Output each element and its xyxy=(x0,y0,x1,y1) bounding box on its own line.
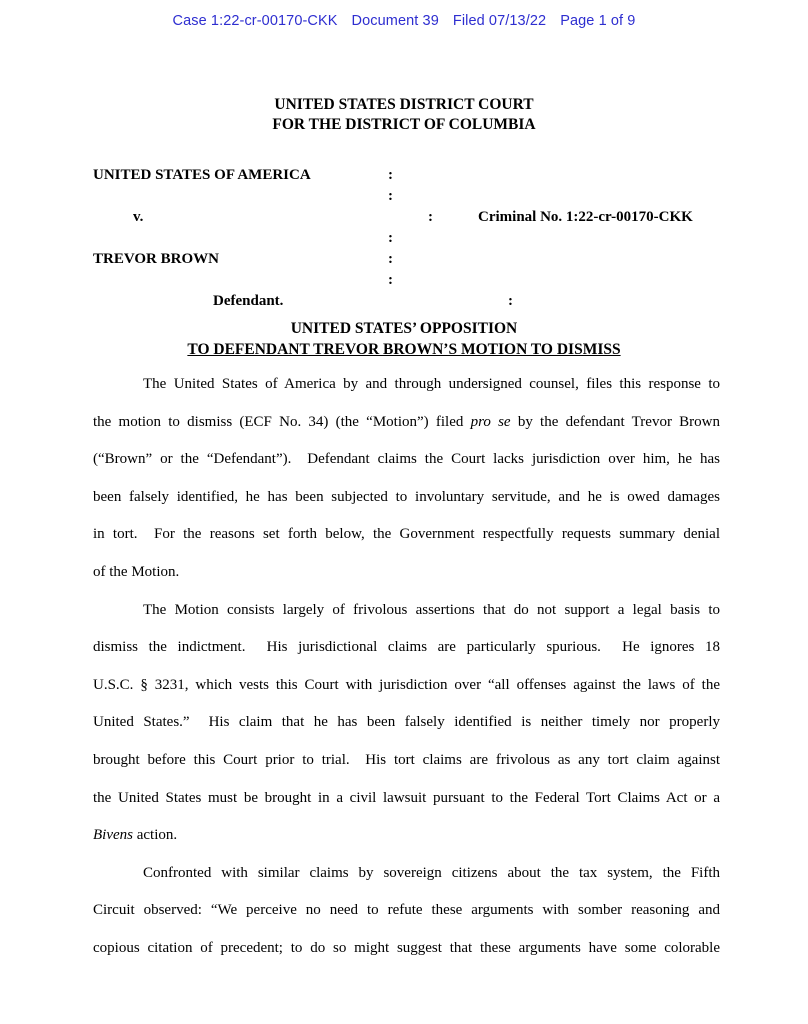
caption-row xyxy=(93,207,720,228)
document-title xyxy=(0,318,808,360)
caption-right-cell xyxy=(394,249,720,270)
text-segment: by the defendant Trevor Brown xyxy=(510,413,720,430)
caption-left-cell xyxy=(93,270,388,291)
caption-right-cell xyxy=(394,186,720,207)
body-line xyxy=(93,667,720,705)
caption-left-cell: v. xyxy=(133,209,144,225)
text-segment: brought before this Court prior to trial. His tort claims are frivolous as any tort claim against xyxy=(93,751,720,768)
caption-separator: : xyxy=(388,167,393,183)
body-line xyxy=(93,366,720,404)
text-segment: of the Motion. xyxy=(93,563,180,580)
caption-separator: : xyxy=(388,272,393,288)
caption-left-cell xyxy=(93,228,388,249)
italic-text: pro se xyxy=(470,413,511,430)
text-segment: United States.” His claim that he has been falsely identified is neither timely nor properly xyxy=(93,714,720,731)
document-body xyxy=(93,366,720,968)
text-segment: The United States of America by and through undersigned counsel, files this response to xyxy=(143,376,720,392)
body-line xyxy=(93,441,720,479)
text-segment: Circuit observed: “We perceive no need to refute these arguments with somber reasoning and xyxy=(93,902,720,919)
caption-row xyxy=(93,249,720,270)
body-line xyxy=(93,629,720,667)
caption-right-cell xyxy=(514,291,720,312)
court-heading-line2: FOR THE DISTRICT OF COLUMBIA xyxy=(272,116,536,133)
caption-left-cell: UNITED STATES OF AMERICA xyxy=(93,167,311,183)
body-line xyxy=(93,704,720,742)
text-segment: (“Brown” or the “Defendant”). Defendant claims the Court lacks jurisdiction over him, he has xyxy=(93,451,720,468)
caption-right-cell: Criminal No. 1:22-cr-00170-CKK xyxy=(478,209,693,225)
stamp-segment: Filed 07/13/22 xyxy=(452,13,547,29)
caption-left-cell xyxy=(93,186,388,207)
stamp-segment: Document 39 xyxy=(351,13,439,29)
caption-separator: : xyxy=(388,230,393,246)
body-line xyxy=(93,592,720,630)
caption-row xyxy=(93,165,720,186)
caption-left-cell: TREVOR BROWN xyxy=(93,251,219,267)
caption-row xyxy=(93,228,720,249)
court-heading xyxy=(0,95,808,135)
body-line xyxy=(93,855,720,893)
document-title-line2: TO DEFENDANT TREVOR BROWN’S MOTION TO DISMISS xyxy=(187,341,621,358)
stamp-segment: Case 1:22-cr-00170-CKK xyxy=(172,13,338,29)
stamp-segment: Page 1 of 9 xyxy=(560,13,636,29)
text-segment: U.S.C. § 3231, which vests this Court with jurisdiction over “all offenses against the laws of the xyxy=(93,676,720,693)
caption-right-cell xyxy=(394,270,720,291)
text-segment: the United States must be brought in a civil lawsuit pursuant to the Federal Tort Claims Act or a xyxy=(93,789,720,806)
text-segment: copious citation of precedent; to do so might suggest that these arguments have some colorable xyxy=(93,939,720,956)
case-caption xyxy=(93,165,720,312)
caption-separator: : xyxy=(508,293,513,309)
body-line xyxy=(93,404,720,442)
text-segment: been falsely identified, he has been subjected to involuntary servitude, and he is owed damages xyxy=(93,488,720,505)
caption-separator: : xyxy=(388,188,393,204)
body-line xyxy=(93,817,720,855)
text-segment: dismiss the indictment. His jurisdictional claims are particularly spurious. He ignores 18 xyxy=(93,639,720,656)
body-line xyxy=(93,554,720,592)
caption-right-cell xyxy=(394,165,720,186)
text-segment: the motion to dismiss (ECF No. 34) (the “Motion”) filed xyxy=(93,413,471,430)
caption-row xyxy=(93,186,720,207)
caption-left-cell: Defendant. xyxy=(213,293,284,309)
document-title-line1: UNITED STATES’ OPPOSITION xyxy=(290,320,518,337)
caption-separator: : xyxy=(388,251,393,267)
body-line xyxy=(93,516,720,554)
body-line xyxy=(93,892,720,930)
caption-row xyxy=(93,270,720,291)
body-line xyxy=(93,930,720,968)
ecf-filing-stamp xyxy=(0,13,808,29)
text-segment: in tort. For the reasons set forth below, the Government respectfully requests summary denial xyxy=(93,526,720,543)
text-segment: Confronted with similar claims by sovereign citizens about the tax system, the Fifth xyxy=(143,864,720,881)
italic-text: Bivens xyxy=(93,827,133,844)
body-line xyxy=(93,780,720,818)
body-line xyxy=(93,742,720,780)
court-heading-line1: UNITED STATES DISTRICT COURT xyxy=(274,96,534,113)
text-segment: The Motion consists largely of frivolous assertions that do not support a legal basis to xyxy=(143,601,720,618)
caption-row xyxy=(93,291,720,312)
caption-separator: : xyxy=(428,209,433,225)
text-segment: action. xyxy=(132,827,178,844)
caption-right-cell xyxy=(394,228,720,249)
body-line xyxy=(93,479,720,517)
